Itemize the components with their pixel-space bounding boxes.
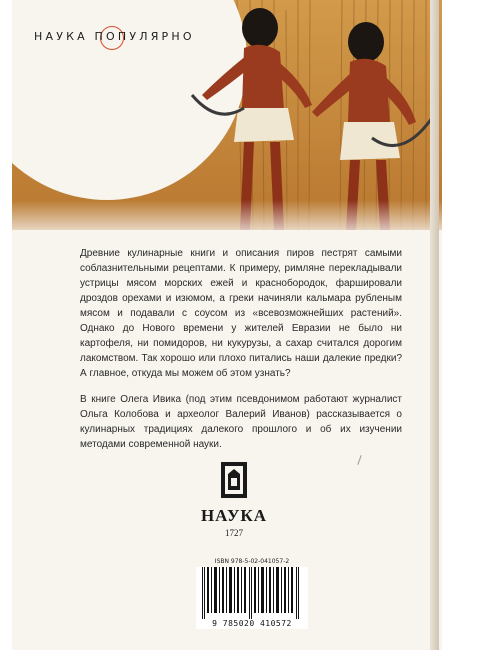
fresco-fade [12,200,442,240]
book-spine-edge [430,0,439,650]
blurb-paragraph-1: Древние кулинарные книги и описания пиров пестрят самыми соблазнительными рецептами. К примеру, римляне перекладывали устрицы мясом морских ежей и краснобородок, фаршировали дроздов орехами и изюмом, а греки начиняли кальмара рубленым мясом и подавали с соусом из «всевозможнейших растений». Однако до Нового времени у жителей Евразии не было ни картофеля, ни помидоров, ни кукурузы, а сахар считался дорогим лакомством. Так хорошо или плохо питались наши далекие предки? А главное, откуда мы можем об этом узнать? [80,248,402,379]
isbn-text: ISBN 978-5-02-041057-2 [214,558,290,565]
blurb-paragraph-2: В книге Олега Ивика (под этим псевдонимом работают журналист Ольга Колобова и археолог Валерий Иванов) рассказывается о кулинарных традициях далекого прошлого и об их изучении методами современной науки. [80,394,402,450]
series-label: НАУКА ПОПУЛЯРНО [34,30,195,43]
publisher-name: НАУКА [200,506,268,525]
book-back-cover [12,0,442,650]
barcode-digits: 9 785020 410572 [212,619,292,628]
publisher-year: 1727 [225,528,243,538]
barcode [196,567,308,629]
blurb-text [80,246,402,463]
publisher-logo-icon [219,460,249,500]
barcode-bars [200,567,304,619]
